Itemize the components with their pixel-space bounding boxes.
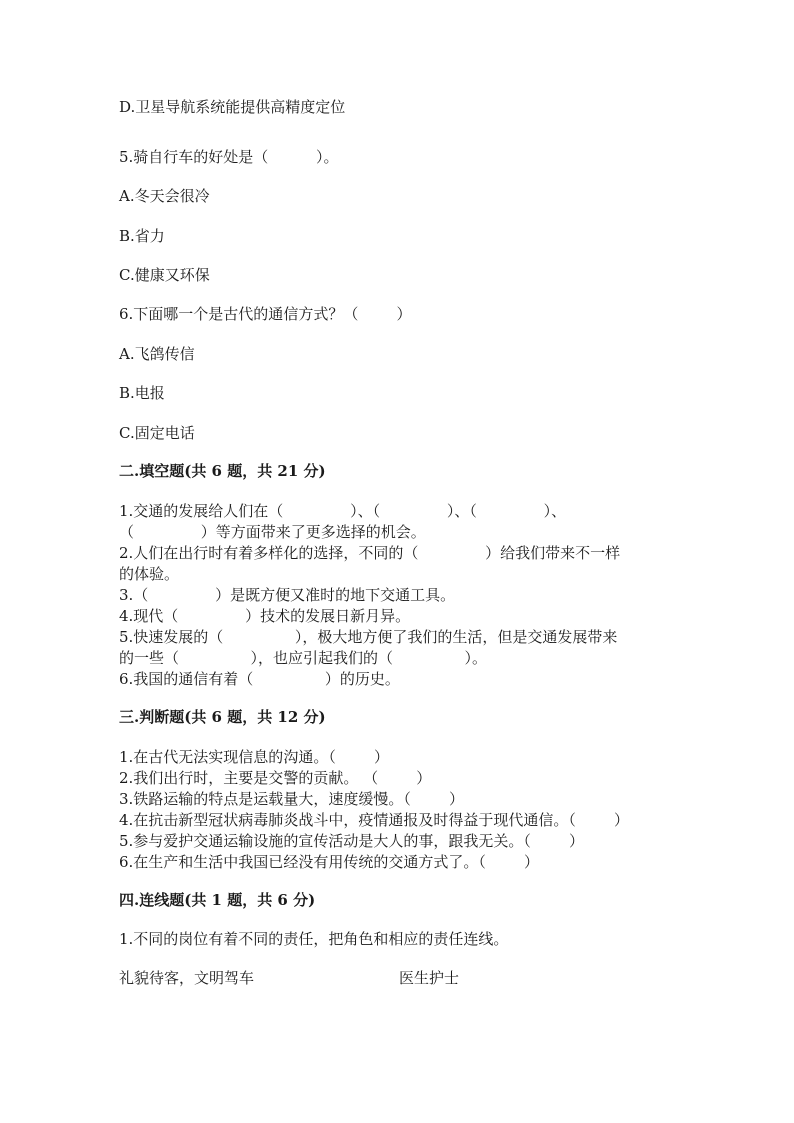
q6-option-b: B.电报 bbox=[119, 384, 165, 402]
fill-line: 4.现代（ ）技术的发展日新月异。 bbox=[119, 607, 411, 625]
fill-line: 5.快速发展的（ ），极大地方便了我们的生活，但是交通发展带来 bbox=[119, 628, 618, 646]
fill-line: （ ）等方面带来了更多选择的机会。 bbox=[119, 523, 426, 541]
match-instruction: 1.不同的岗位有着不同的责任，把角色和相应的责任连线。 bbox=[119, 930, 509, 948]
q6-stem: 6.下面哪一个是古代的通信方式？（ ） bbox=[119, 305, 412, 323]
q5-option-c: C.健康又环保 bbox=[119, 266, 210, 284]
judge-line: 2.我们出行时，主要是交警的贡献。 （ ） bbox=[119, 769, 432, 787]
fill-line: 的体验。 bbox=[119, 565, 180, 583]
match-left-item: 礼貌待客，文明驾车 bbox=[119, 969, 255, 987]
judge-line: 1.在古代无法实现信息的沟通。（ ） bbox=[119, 748, 389, 766]
judge-line: 5.参与爱护交通运输设施的宣传活动是大人的事，跟我无关。（ ） bbox=[119, 832, 584, 850]
fill-line: 的一些（ ），也应引起我们的（ ）。 bbox=[119, 649, 488, 667]
q4-option-d: D.卫星导航系统能提供高精度定位 bbox=[119, 98, 346, 116]
judge-line: 6.在生产和生活中我国已经没有用传统的交通方式了。（ ） bbox=[119, 853, 539, 871]
q5-option-b: B.省力 bbox=[119, 227, 165, 245]
fill-line: 2.人们在出行时有着多样化的选择，不同的（ ）给我们带来不一样 bbox=[119, 544, 621, 562]
match-section-title: 四.连线题(共 1 题，共 6 分) bbox=[119, 891, 316, 909]
fill-line: 6.我国的通信有着（ ）的历史。 bbox=[119, 670, 400, 688]
q5-option-a: A.冬天会很冷 bbox=[119, 187, 210, 205]
q5-stem: 5.骑自行车的好处是（ ）。 bbox=[119, 148, 339, 166]
fill-line: 1.交通的发展给人们在（ ）、（ ）、（ ）、 bbox=[119, 502, 567, 520]
q6-option-c: C.固定电话 bbox=[119, 424, 195, 442]
judge-line: 4.在抗击新型冠状病毒肺炎战斗中，疫情通报及时得益于现代通信。（ ） bbox=[119, 811, 629, 829]
judge-line: 3.铁路运输的特点是运载量大，速度缓慢。（ ） bbox=[119, 790, 464, 808]
fill-line: 3.（ ）是既方便又准时的地下交通工具。 bbox=[119, 586, 456, 604]
match-right-item: 医生护士 bbox=[399, 969, 460, 987]
fill-section-title: 二.填空题(共 6 题，共 21 分) bbox=[119, 462, 326, 480]
q6-option-a: A.飞鸽传信 bbox=[119, 345, 195, 363]
judge-section-title: 三.判断题(共 6 题，共 12 分) bbox=[119, 708, 326, 726]
